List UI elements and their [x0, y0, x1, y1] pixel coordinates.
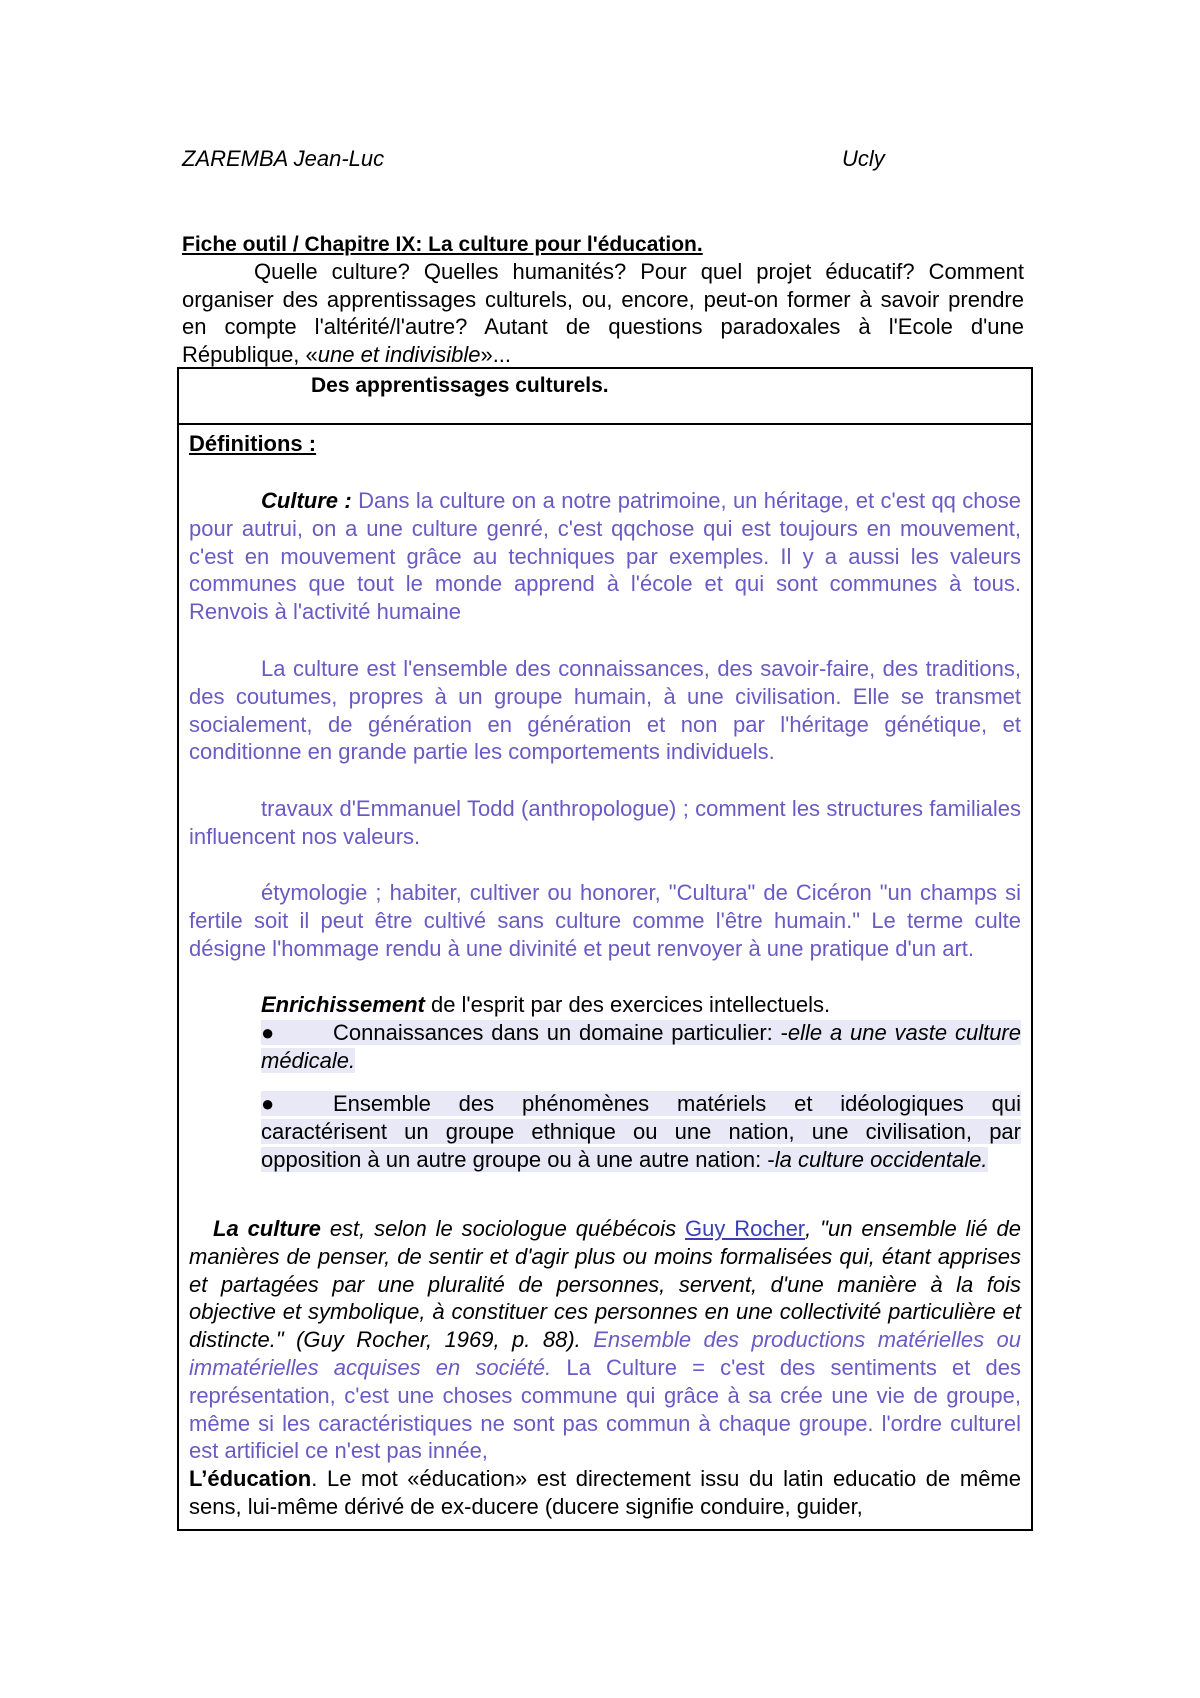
box-title: Des apprentissages culturels.	[311, 374, 609, 397]
rocher-paragraph	[189, 1215, 1021, 1465]
etymologie-paragraph	[189, 879, 1021, 962]
todd-paragraph	[189, 795, 1021, 851]
bullet-item-2	[261, 1090, 1021, 1173]
rocher-purple-text: La Culture = c'est des sentiments et des représentation, c'est une choses commune qui grâce à sa crée une vie de groupe, même si les caractéristiques ne sont pas commun à chaque groupe. l'ordre culturel est artificiel ce n'est pas innée,	[189, 1354, 1021, 1464]
ensemble-text: La culture est l'ensemble des connaissances, des savoir-faire, des traditions, des coutumes, propres à un groupe humain, à une civilisation. Elle se transmet socialement, de génération en génération et non par l'héritage génétique, et conditionne en grande partie les comportements individuels.	[189, 656, 1021, 765]
box-body	[179, 425, 1031, 1529]
guy-rocher-link[interactable]: Guy Rocher	[684, 1216, 806, 1241]
document-title: Fiche outil / Chapitre IX: La culture pour l'éducation.	[182, 233, 703, 256]
bullet1-italic: elle a une vaste culture médicale.	[261, 1020, 1021, 1073]
enrich-label: Enrichissement	[261, 992, 425, 1017]
bullet-dot-icon: ●	[261, 1020, 275, 1045]
culture-paragraph	[189, 487, 1021, 626]
bullet-dot-icon: ●	[261, 1091, 275, 1116]
intro-text-a: Quelle culture? Quelles humanités? Pour quel projet éducatif? Comment organiser des apprentissages culturels, ou, encore, peut-on former à savoir prendre en compte l'altérité/l'autre? Autant de questions paradoxales à l'Ecole d'une République, «	[182, 259, 1024, 367]
enrich-text: de l'esprit par des exercices intellectuels.	[424, 992, 831, 1017]
education-label: L’éducation	[189, 1466, 312, 1491]
enrich-paragraph	[189, 991, 1021, 1019]
intro-paragraph	[182, 258, 1024, 368]
bullet1-text: Connaissances dans un domaine particulier: -	[333, 1020, 788, 1045]
intro-italic: une et indivisible	[317, 341, 481, 367]
rocher-text-a: est, selon le sociologue québécois	[320, 1216, 685, 1241]
definitions-label: Définitions :	[189, 431, 317, 456]
etymologie-text: étymologie ; habiter, cultiver ou honorer, "Cultura" de Cicéron "un champs si fertile soit il peut être cultivé sans culture comme l'être humain." Le terme culte désigne l'hommage rendu à une divinité et peut renvoyer à une pratique d'un art.	[189, 880, 1021, 961]
box-header	[179, 369, 1031, 425]
todd-text: travaux d'Emmanuel Todd (anthropologue) ; comment les structures familiales influencent nos valeurs.	[189, 796, 1021, 849]
bullet2-italic: la culture occidentale.	[774, 1146, 988, 1172]
bullet2-text: Ensemble des phénomènes matériels et idéologiques qui caractérisent un groupe ethnique ou une nation, une civilisation, par opposition à un autre groupe ou à une autre nation: -	[261, 1091, 1021, 1172]
ensemble-paragraph	[189, 655, 1021, 766]
author-name: ZAREMBA Jean-Luc	[182, 146, 385, 171]
culture-text: Dans la culture on a notre patrimoine, un héritage, et c'est qq chose pour autrui, on a une culture genré, c'est qqchose qui est toujours en mouvement, c'est en mouvement grâce au techniques par exemples. Il y a aussi les valeurs communes que tout le monde apprend à l'école et qui sont communes à tous. Renvois à l'activité humaine	[189, 488, 1021, 625]
bullet-item-1	[261, 1019, 1021, 1075]
education-text: . Le mot «éducation» est directement issu du latin educatio de même sens, lui-même dérivé de ex-ducere (ducere signifie conduire, guider,	[189, 1466, 1021, 1519]
rocher-label: La culture	[213, 1216, 321, 1241]
culture-label: Culture :	[261, 488, 352, 513]
education-paragraph	[189, 1465, 1021, 1521]
rocher-text-b: , "un ensemble lié de manières de penser, de sentir et d'agir plus ou moins formalisées qui, étant apprises et partagées par une pluralité de personnes, servent, d'une manière à la fois objective et symbolique, à constituer ces personnes en une collectivité particulière et distincte." (Guy Rocher, 1969, p. 88).	[189, 1216, 1021, 1353]
content-box	[177, 367, 1033, 1531]
intro-text-b: »...	[480, 341, 512, 367]
rocher-purple-italic: Ensemble des productions matérielles ou immatérielles acquises en société.	[189, 1327, 1022, 1380]
location-name: Ucly	[842, 146, 885, 171]
